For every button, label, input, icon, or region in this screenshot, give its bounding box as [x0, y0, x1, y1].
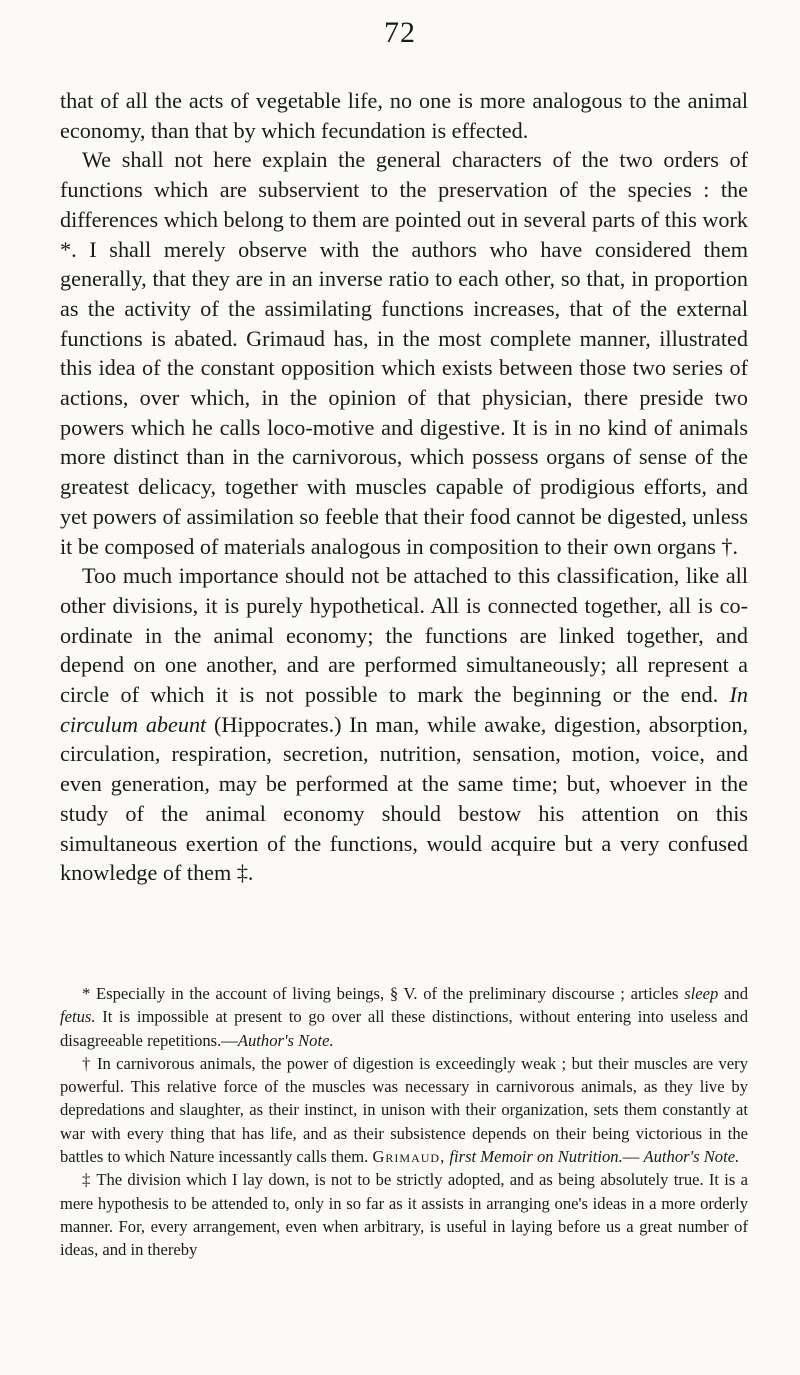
main-text — [60, 86, 748, 888]
footnote-text: † In carnivorous animals, the power of digestion is exceedingly weak ; but their muscles are very powerful. This relative force of the muscles was necessary in carnivorous animals, as they live by depredations and slaughter, as their instinct, in unison with their organization, sets them constantly at war with every thing that has life, and as their subsistence depends on their being victorious in the battles to which Nature incessantly calls them. — [60, 1053, 748, 1167]
footnotes — [60, 982, 748, 1262]
footnote-italic: fetus. — [60, 1007, 96, 1027]
paragraph-classification — [60, 561, 748, 888]
footnote-italic: first Memoir on Nutrition. — [449, 1147, 623, 1167]
author-note: Author's Note. — [643, 1147, 740, 1167]
page-number: 72 — [384, 16, 416, 49]
paragraph-text: Too much importance should not be attached to this classification, like all other divisions, it is purely hypothetical. All is connected together, all is co-ordinate in the animal economy; the functions are linked together, and depend on one another, and are performed simultaneously; all represent a circle of which it is not possible to mark the beginning or the end. — [60, 563, 748, 708]
footnote-text: and — [724, 984, 748, 1003]
footnote-1 — [60, 982, 748, 1052]
footnote-text: — — [622, 1147, 640, 1167]
footnote-italic: sleep — [684, 984, 719, 1003]
author-name: Grimaud, — [372, 1147, 446, 1167]
author-note: Author's Note. — [237, 1030, 334, 1050]
paragraph-text: (Hippocrates.) In man, while awake, digestion, absorption, circulation, respiration, secretion, nutrition, sensation, motion, voice, and even generation, may be performed at the same time; but, whoever in the study of the animal economy should bestow his attention on this simultaneous exertion of the functions, would acquire but a very confused knowledge of them ‡. — [60, 711, 749, 886]
paragraph-functions: We shall not here explain the general characters of the two orders of functions which are subservient to the preservation of the species : the differences which belong to them are pointed out in several parts of this work *. I shall merely observe with the authors who have considered them generally, that they are in an inverse ratio to each other, so that, in proportion as the activity of the assimilating functions increases, that of the external functions is abated. Grimaud has, in the most complete manner, illustrated this idea of the constant opposition which exists between those two series of actions, over which, in the opinion of that physician, there preside two powers which he calls loco-motive and digestive. It is in no kind of animals more distinct than in the carnivorous, which possess organs of sense of the greatest delicacy, together with muscles capable of prodigious efforts, and yet powers of assimilation so feeble that their food cannot be digested, unless it be composed of materials analogous in composition to their own organs †. — [60, 147, 748, 559]
paragraph-continued: that of all the acts of vegetable life, no one is more analogous to the animal economy, than that by which fecundation is effected. — [60, 88, 748, 143]
latin-quote: In circulum abeunt — [60, 682, 748, 737]
footnote-2 — [60, 1052, 748, 1168]
footnote-3: ‡ The division which I lay down, is not to be strictly adopted, and as being absolutely true. It is a mere hypothesis to be attended to, only in so far as it assists in arranging one's ideas in a more orderly manner. For, every arrangement, even when arbitrary, is useful in laying before us a great number of ideas, and in thereby — [60, 1170, 748, 1260]
footnote-text: * Especially in the account of living beings, § V. of the preliminary discourse ; articles — [82, 984, 679, 1003]
footnote-text: It is impossible at present to go over all these distinctions, without entering into useless and disagreeable repetitions.— — [60, 1007, 748, 1050]
